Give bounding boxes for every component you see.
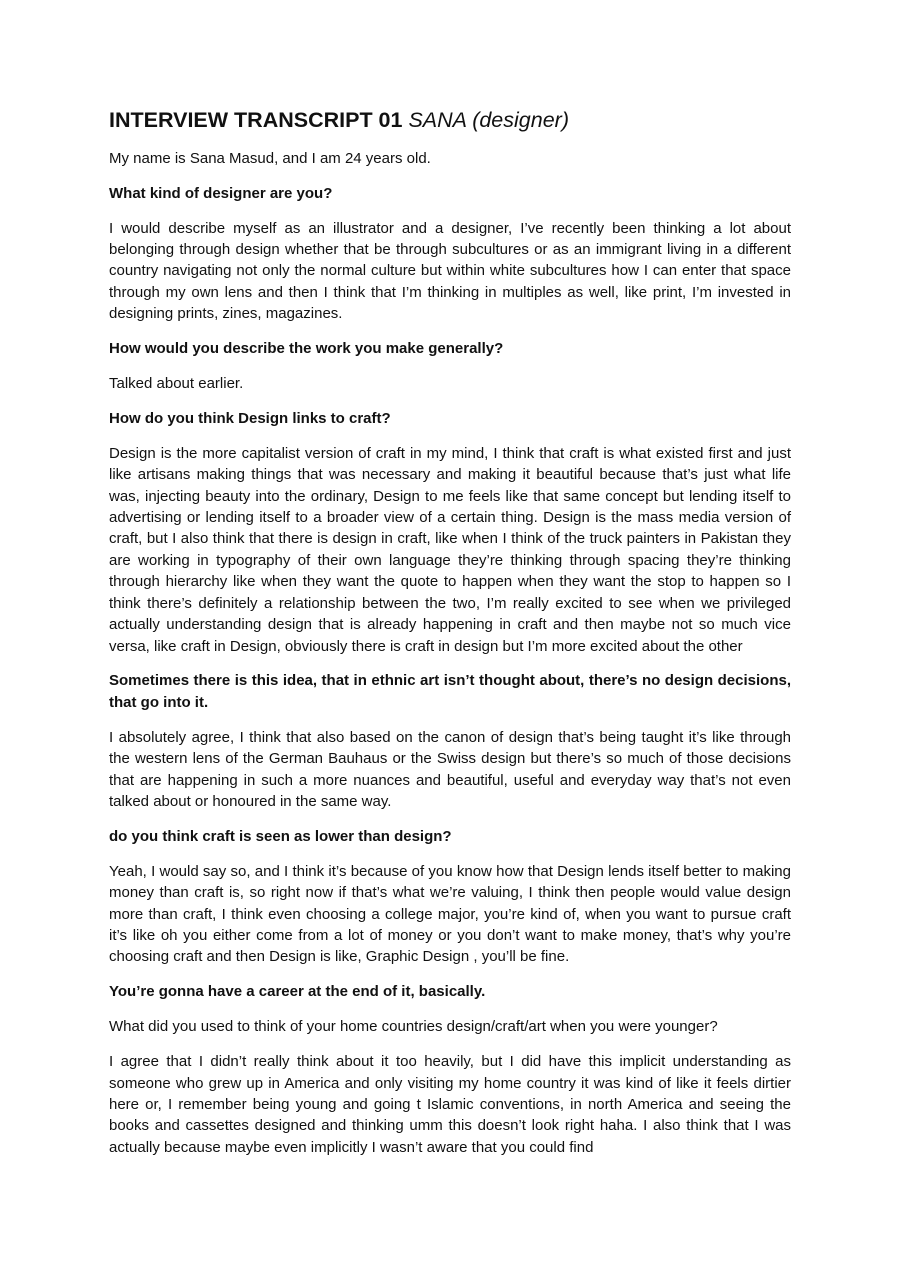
question-craft-lower: do you think craft is seen as lower than design? xyxy=(109,827,452,845)
question-design-craft-link: How do you think Design links to craft? xyxy=(109,409,391,427)
page-title xyxy=(109,108,791,134)
answer-craft-lower: Yeah, I would say so, and I think it’s because of you know how that Design lends itself better to making money than craft is, so right now if that’s what we’re valuing, I think then people would value design more than craft, I think even choosing a college major, you’re kind of, when you want to pursue craft it’s like oh you either come from a lot of money or you don’t want to make money, that’s why you’re choosing craft and then Design is like, Graphic Design , you’ll be fine. xyxy=(109,862,791,966)
answer-work-description: Talked about earlier. xyxy=(109,375,244,393)
title-main: INTERVIEW TRANSCRIPT 01 xyxy=(109,108,403,132)
answer-designer-type: I would describe myself as an illustrator and a designer, I’ve recently been thinking a lot about belonging through design whether that be through subcultures or as an immigrant living in a different country navigating not only the normal culture but within white subcultures how I can enter that space through my own lens and then I think that I’m thinking in multiples as well, like print, I’m invested in designing prints, zines, magazines. xyxy=(109,219,791,323)
answer-design-craft-link: Design is the more capitalist version of craft in my mind, I think that craft is what existed first and just like artisans making things that was necessary and making it beautiful because that’s just what life was, injecting beauty into the ordinary, Design to me feels like that same concept but lending itself to advertising or lending itself to a broader view of a certain thing. Design is the mass media version of craft, but I also think that there is design in craft, like when I think of the truck painters in Pakistan they are working in typography of their own language they’re thinking through spacing they’re thinking through hierarchy like when they want the quote to happen when they want the stop to happen so I think there’s definitely a relationship between the two, I’m really excited to see when we privileged actually understanding design that is already happening in craft and then maybe not so much vice versa, like craft in Design, obviously there is craft in design but I’m more excited about the other xyxy=(109,444,791,655)
question-designer-type: What kind of designer are you? xyxy=(109,184,333,202)
title-subject: SANA (designer) xyxy=(408,108,569,132)
paragraph-intro: My name is Sana Masud, and I am 24 years old. xyxy=(109,149,431,167)
question-ethnic-art: Sometimes there is this idea, that in ethnic art isn’t thought about, there’s no design decisions, that go into it. xyxy=(109,672,791,711)
document-page xyxy=(109,108,791,1172)
question-career: You’re gonna have a career at the end of it, basically. xyxy=(109,983,486,1001)
answer-ethnic-art: I absolutely agree, I think that also based on the canon of design that’s being taught it’s like through the western lens of the German Bauhaus or the Swiss design but there’s so much of those decisions that are happening in such a more nuances and beautiful, useful and everyday way that’s not even talked about or honoured in the same way. xyxy=(109,728,791,810)
answer-home-country: I agree that I didn’t really think about it too heavily, but I did have this implicit understanding as someone who grew up in America and only visiting my home country it was kind of like it feels dirtier here or, I remember being young and going t Islamic conventions, in north America and seeing the books and cassettes designed and thinking umm this doesn’t look right haha. I also think that I was actually because maybe even implicitly I wasn’t aware that you could find xyxy=(109,1053,791,1156)
question-work-description: How would you describe the work you make generally? xyxy=(109,340,504,358)
question-home-country: What did you used to think of your home countries design/craft/art when you were younger? xyxy=(109,1018,718,1036)
